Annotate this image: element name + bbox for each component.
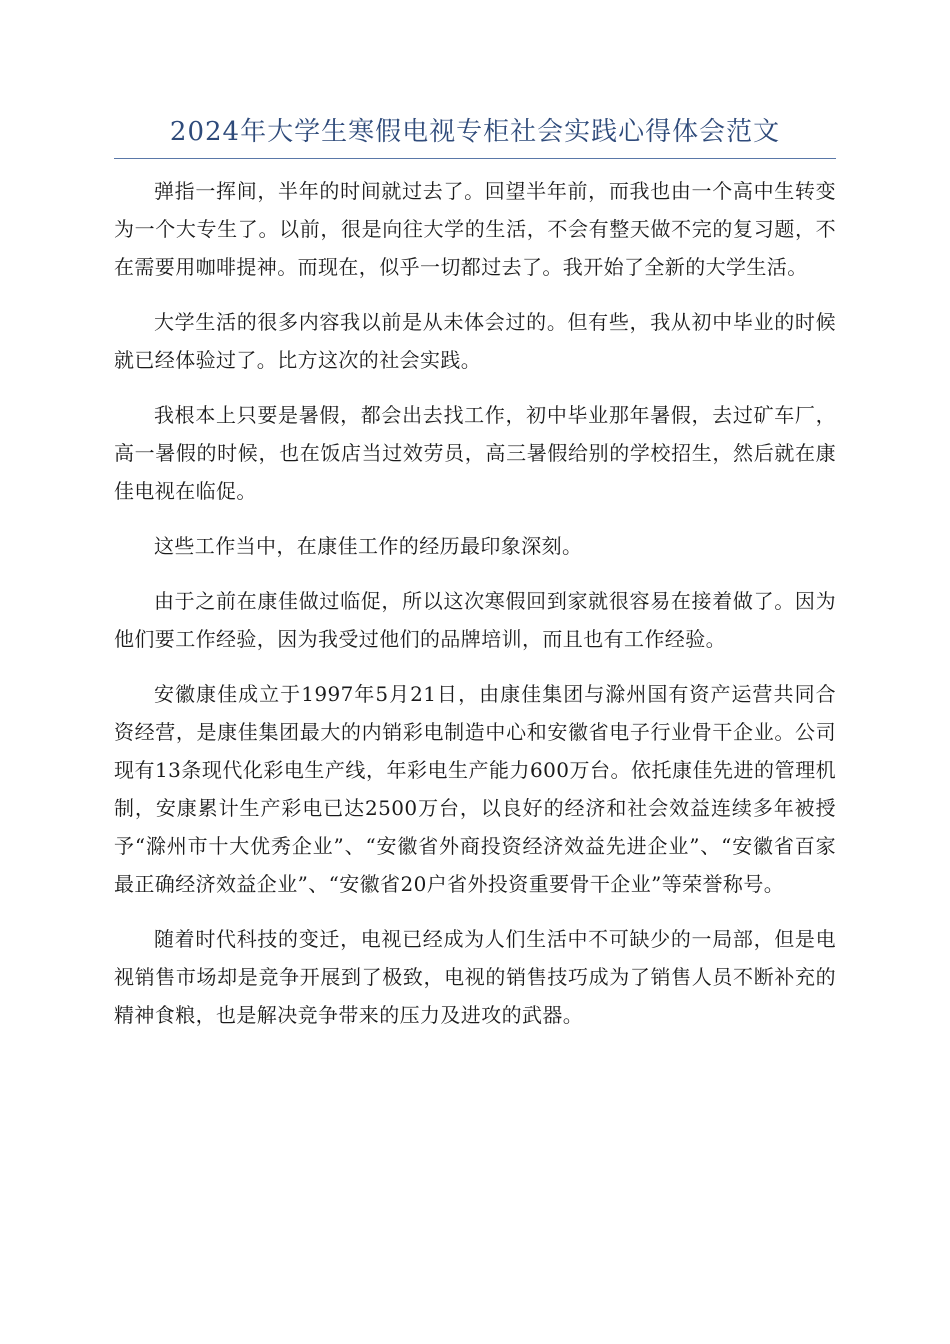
- title-block: [114, 112, 836, 159]
- paragraph: 大学生活的很多内容我以前是从未体会过的。但有些，我从初中毕业的时候就已经体验过了。比方这次的社会实践。: [114, 310, 836, 372]
- paragraph: 安徽康佳成立于1997年5月21日，由康佳集团与滁州国有资产运营共同合资经营，是康佳集团最大的内销彩电制造中心和安徽省电子行业骨干企业。公司现有13条现代化彩电生产线，年彩电生产能力600万台。依托康佳先进的管理机制，安康累计生产彩电已达2500万台，以良好的经济和社会效益连续多年被授予“滁州市十大优秀企业”、“安徽省外商投资经济效益先进企业”、“安徽省百家最正确经济效益企业”、“安徽省20户省外投资重要骨干企业”等荣誉称号。: [114, 682, 836, 896]
- paragraph: 弹指一挥间，半年的时间就过去了。回望半年前，而我也由一个高中生转变为一个大专生了。以前，很是向往大学的生活，不会有整天做不完的复习题，不在需要用咖啡提神。而现在，似乎一切都过去了。我开始了全新的大学生活。: [114, 179, 836, 279]
- paragraph: 随着时代科技的变迁，电视已经成为人们生活中不可缺少的一局部，但是电视销售市场却是竞争开展到了极致，电视的销售技巧成为了销售人员不断补充的精神食粮，也是解决竞争带来的压力及进攻的武器。: [114, 927, 836, 1027]
- paragraph: 我根本上只要是暑假，都会出去找工作，初中毕业那年暑假，去过矿车厂，高一暑假的时候，也在饭店当过效劳员，高三暑假给别的学校招生，然后就在康佳电视在临促。: [114, 403, 836, 503]
- document-body: [114, 172, 836, 1051]
- paragraph: 这些工作当中，在康佳工作的经历最印象深刻。: [154, 534, 583, 558]
- document-title: 2024年大学生寒假电视专柜社会实践心得体会范文: [169, 117, 781, 147]
- paragraph: 由于之前在康佳做过临促，所以这次寒假回到家就很容易在接着做了。因为他们要工作经验，因为我受过他们的品牌培训，而且也有工作经验。: [114, 589, 836, 651]
